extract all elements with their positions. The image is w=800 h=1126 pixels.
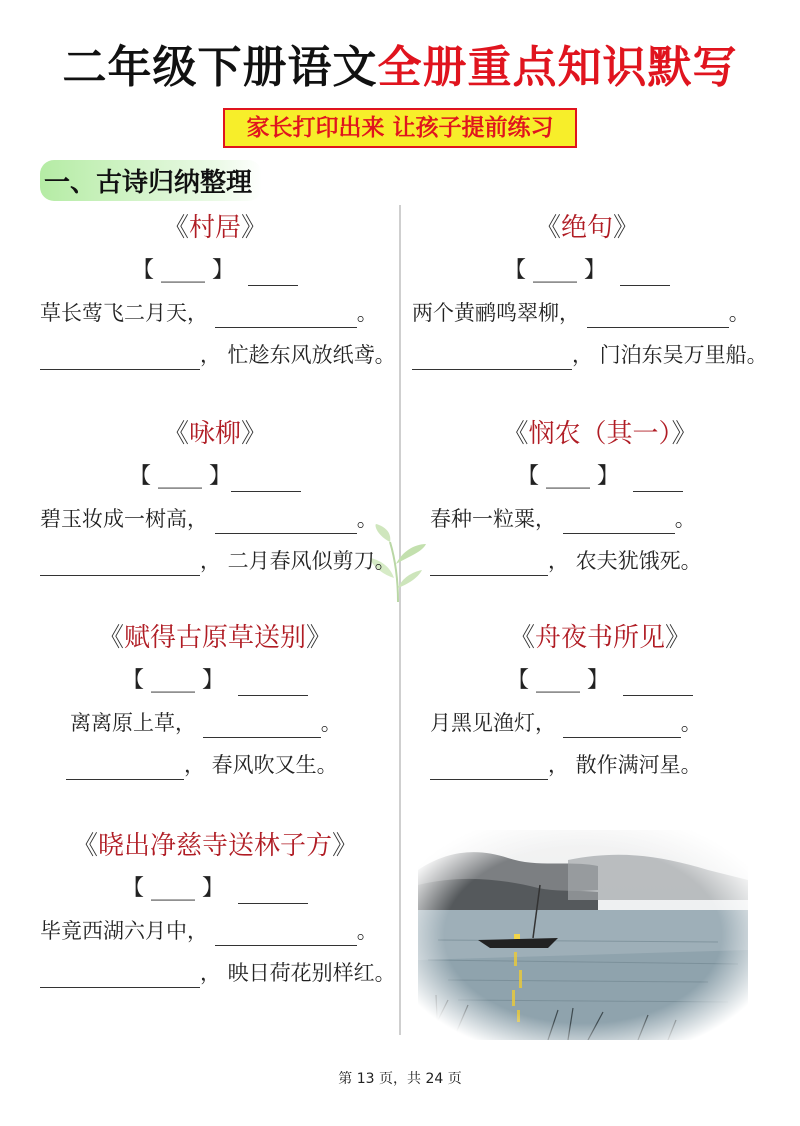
verse-line-2: ， 二月春风似剪刀。 bbox=[40, 546, 390, 576]
answer-blank[interactable] bbox=[412, 349, 572, 370]
verse-line-2: ， 忙趁东风放纸鸢。 bbox=[40, 340, 390, 370]
poem-yongliu bbox=[40, 418, 396, 576]
answer-blank[interactable] bbox=[563, 513, 675, 534]
section-heading: 一、古诗归纳整理 bbox=[40, 160, 262, 201]
author-blank: 【 ____ 】 bbox=[40, 462, 390, 492]
author-blank: 【 ____ 】 bbox=[430, 666, 770, 696]
boat-landscape-painting bbox=[418, 830, 748, 1040]
poem-jueju bbox=[412, 212, 768, 370]
answer-blank[interactable] bbox=[40, 967, 200, 988]
poem-fudeguyuancao bbox=[40, 622, 390, 780]
answer-blank[interactable] bbox=[215, 925, 357, 946]
author-blank: 【 ____ 】 bbox=[40, 256, 390, 286]
verse-line-2: ， 春风吹又生。 bbox=[40, 750, 390, 780]
verse-line-2: ， 映日荷花别样红。 bbox=[40, 958, 390, 988]
verse-line-1: 草长莺飞二月天， 。 bbox=[40, 298, 390, 328]
poem-title: 《村居》 bbox=[162, 213, 268, 243]
poem-minnong bbox=[430, 418, 770, 576]
author-blank: 【 ____ 】 bbox=[412, 256, 762, 286]
verse-line-1: 毕竟西湖六月中， 。 bbox=[40, 916, 390, 946]
author-blank: 【 ____ 】 bbox=[430, 462, 770, 492]
verse-line-1: 月黑见渔灯， 。 bbox=[430, 708, 770, 738]
verse-line-1: 离离原上草， 。 bbox=[40, 708, 390, 738]
poem-title: 《咏柳》 bbox=[162, 419, 268, 449]
answer-blank[interactable] bbox=[587, 307, 729, 328]
answer-blank[interactable] bbox=[215, 513, 357, 534]
verse-line-2: ， 门泊东吴万里船。 bbox=[412, 340, 762, 370]
poem-title: 《绝句》 bbox=[534, 213, 640, 243]
verse-line-1: 两个黄鹂鸣翠柳， 。 bbox=[412, 298, 762, 328]
verse-line-2: ， 农夫犹饿死。 bbox=[430, 546, 770, 576]
answer-blank[interactable] bbox=[203, 717, 321, 738]
verse-line-1: 碧玉妆成一树高， 。 bbox=[40, 504, 390, 534]
answer-blank[interactable] bbox=[40, 349, 200, 370]
author-blank: 【 ____ 】 bbox=[40, 874, 390, 904]
subtitle-banner: 家长打印出来 让孩子提前练习 bbox=[223, 108, 577, 148]
answer-blank[interactable] bbox=[40, 555, 200, 576]
title-red-part: 全册重点知识默写 bbox=[377, 42, 738, 93]
answer-blank[interactable] bbox=[66, 759, 184, 780]
author-blank: 【 ____ 】 bbox=[40, 666, 390, 696]
poem-title: 《赋得古原草送别》 bbox=[97, 623, 333, 653]
answer-blank[interactable] bbox=[430, 759, 548, 780]
verse-line-1: 春种一粒粟， 。 bbox=[430, 504, 770, 534]
column-divider bbox=[399, 205, 401, 1035]
answer-blank[interactable] bbox=[430, 555, 548, 576]
page-title bbox=[0, 38, 800, 98]
poem-title: 《悯农（其一）》 bbox=[502, 419, 698, 449]
poem-cunju bbox=[40, 212, 396, 370]
answer-blank[interactable] bbox=[563, 717, 681, 738]
poem-title: 《舟夜书所见》 bbox=[508, 623, 692, 653]
title-black-part: 二年级下册语文 bbox=[62, 42, 378, 93]
page-footer: 第 13 页，共 24 页 bbox=[338, 1071, 462, 1087]
poem-zhouyeshusuojian bbox=[430, 622, 770, 780]
poem-title: 《晓出净慈寺送林子方》 bbox=[71, 831, 359, 861]
answer-blank[interactable] bbox=[215, 307, 357, 328]
poem-xiaochujingcisi bbox=[40, 830, 396, 988]
verse-line-2: ， 散作满河星。 bbox=[430, 750, 770, 780]
